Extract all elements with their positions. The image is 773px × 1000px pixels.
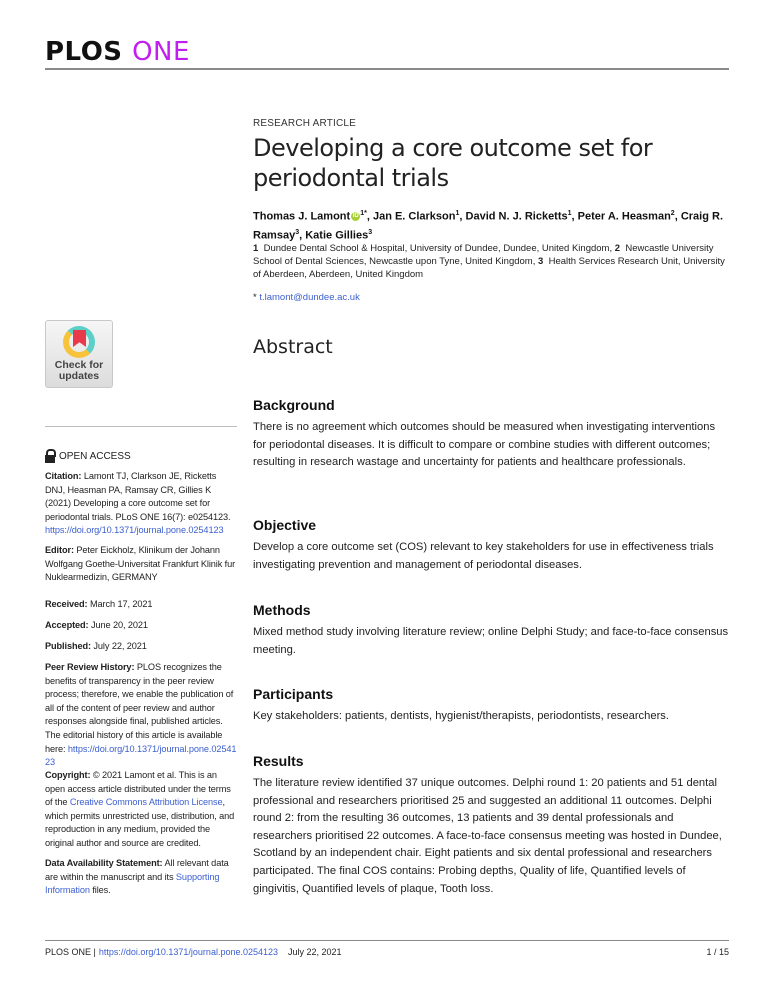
logo-plos: PLOS — [45, 37, 123, 67]
cfu-line-2: updates — [58, 370, 100, 382]
peer-review-link[interactable]: https://doi.org/10.1371/journal.pone.0254123 — [45, 743, 237, 768]
author-name[interactable]: Katie Gillies — [305, 229, 369, 242]
email-link[interactable]: t.lamont@dundee.ac.uk — [259, 292, 360, 303]
copyright-block — [45, 769, 237, 851]
orcid-icon[interactable]: iD — [352, 213, 359, 220]
sidebar-divider — [45, 426, 237, 427]
section-text: The literature review identified 37 unique outcomes. Delphi round 1: 20 patients and 51 dental professional and researchers prioritised 25 and suggested an additional 11 outcomes. Delphi round 2: from the resulting 36 outcomes, 13 patients and 39 dental professionals and researchers prioritised 22 outcomes. A face-to-face consensus meeting was hosted in Dundee, Scotland by an independent chair. Eight patients and six dental professional and researchers participated. The final COS contains: Probing depths, Quality of life, Quantified levels of gingivitis, Quantified levels of plaque, Tooth loss. — [253, 777, 722, 895]
editor-block — [45, 544, 237, 585]
author-name[interactable]: Craig R. Ramsay — [253, 210, 724, 242]
footer-date: July 22, 2021 — [288, 947, 342, 957]
data-availability-label: Data Availability Statement: — [45, 858, 163, 868]
section-heading: Results — [253, 753, 304, 769]
affiliations — [253, 242, 731, 281]
abstract-results — [253, 753, 731, 898]
footer-doi-link[interactable]: https://doi.org/10.1371/journal.pone.0254123 — [98, 947, 279, 957]
abstract-background — [253, 397, 731, 472]
copyright-label: Copyright: — [45, 770, 91, 780]
citation-label: Citation: — [45, 471, 82, 481]
published-block — [45, 640, 237, 654]
section-heading: Methods — [253, 602, 311, 618]
author-affil-sup: 1 — [360, 210, 365, 217]
affiliation-number: 2 — [614, 243, 621, 254]
journal-logo[interactable] — [45, 37, 190, 67]
accepted-date: June 20, 2021 — [90, 620, 148, 630]
article-type: RESEARCH ARTICLE — [253, 118, 357, 129]
section-text: Develop a core outcome set (COS) relevant to key stakeholders for use in effectiveness trials investigating prevention and management of periodontal diseases. — [253, 541, 714, 571]
abstract-objective — [253, 517, 731, 574]
section-heading: Background — [253, 397, 335, 413]
published-label: Published: — [45, 641, 91, 651]
data-availability-text-cont: files. — [92, 885, 111, 896]
page-number: 1 / 15 — [706, 947, 729, 957]
affiliation-text: Health Services Research Unit, University of Aberdeen, Aberdeen, United Kingdom — [253, 256, 725, 280]
abstract-methods — [253, 602, 731, 659]
supporting-info-link[interactable]: Supporting Information — [45, 871, 220, 896]
received-label: Received: — [45, 599, 88, 609]
logo-one: ONE — [132, 37, 190, 67]
open-lock-icon — [45, 449, 55, 463]
citation-doi-link[interactable]: https://doi.org/10.1371/journal.pone.0254123 — [45, 525, 224, 536]
author-name[interactable]: Jan E. Clarkson — [372, 210, 456, 223]
data-availability-block — [45, 857, 237, 898]
corresponding-marker: * — [364, 210, 367, 217]
peer-review-text: PLOS recognizes the benefits of transparency in the peer review process; therefore, we enable the publication of all of the content of peer review and author responses alongside final, published articles. The editorial history of this article is available here: — [45, 662, 234, 754]
peer-review-label: Peer Review History: — [45, 662, 135, 672]
published-date: July 22, 2021 — [93, 641, 147, 651]
editor-label: Editor: — [45, 545, 74, 555]
section-text: Mixed method study involving literature review; online Delphi Study; and face-to-face consensus meeting. — [253, 626, 729, 656]
accepted-block — [45, 619, 237, 633]
editor-text: Peter Eickholz, Klinikum der Johann Wolfgang Goethe-Universitat Frankfurt Klinik fur Nuklearmedizin, GERMANY — [45, 545, 236, 583]
email-asterisk: * — [253, 292, 257, 303]
accepted-label: Accepted: — [45, 620, 89, 630]
check-for-updates-button[interactable] — [45, 320, 113, 388]
author-name[interactable]: David N. J. Ricketts — [465, 210, 568, 223]
author-name[interactable]: Thomas J. Lamont — [253, 210, 351, 223]
check-for-updates-label — [46, 360, 112, 382]
copyright-text: © 2021 Lamont et al. This is an open access article distributed under the terms of the — [45, 770, 231, 808]
section-heading: Objective — [253, 517, 317, 533]
author-name[interactable]: Peter A. Heasman — [577, 210, 671, 223]
cc-license-link[interactable]: Creative Commons Attribution License — [69, 797, 223, 808]
cfu-line-1: Check for — [54, 359, 104, 371]
affiliation-number: 3 — [538, 256, 544, 267]
corresponding-email — [253, 292, 731, 303]
author-affil-sup: 1 — [455, 210, 460, 217]
affiliation-text: Newcastle University School of Dental Sciences, Newcastle upon Tyne, United Kingdom, — [253, 243, 714, 267]
copyright-text-cont: , which permits unrestricted use, distribution, and reproduction in any medium, provided the original author and source are credited. — [45, 797, 235, 848]
author-affil-sup: 2 — [670, 210, 675, 217]
section-heading: Participants — [253, 686, 334, 702]
article-title — [253, 133, 731, 193]
section-text: There is no agreement which outcomes should be measured when investigating interventions for periodontal diseases. It is difficult to compare or combine studies with different outcomes; resulting in research wastage and uncertainty for patients and healthcare professionals. — [253, 421, 716, 469]
author-list: Thomas J. Lamont iD $^{1*}$, Jan E. Clarkson$^1$, David N. J. Ricketts$^1$, Peter A. Heasman$^2$, Craig R. Ramsay$^3$, Katie Gillies$^3$ — [253, 210, 724, 242]
title-line-2: periodontal trials — [253, 164, 449, 192]
received-block — [45, 598, 237, 612]
affiliation-number: 1 — [253, 243, 259, 254]
footer-divider — [45, 940, 729, 941]
author-affil-sup: 1 — [567, 210, 572, 217]
title-line-1: Developing a core outcome set for — [253, 134, 653, 162]
received-date: March 17, 2021 — [89, 599, 153, 609]
header-divider — [45, 68, 729, 70]
open-access-label: OPEN ACCESS — [59, 450, 131, 462]
citation-block — [45, 470, 237, 538]
author-affil-sup: 3 — [295, 228, 300, 236]
open-access-badge — [45, 449, 131, 463]
citation-text: Lamont TJ, Clarkson JE, Ricketts DNJ, Heasman PA, Ramsay CR, Gillies K (2021) Developing a core outcome set for periodontal trials. PLoS ONE 16(7): e0254123. — [45, 471, 231, 522]
affiliation-text: Dundee Dental School & Hospital, University of Dundee, Dundee, United Kingdom, — [263, 243, 613, 254]
abstract-heading: Abstract — [253, 336, 333, 358]
abstract-participants — [253, 686, 731, 726]
section-text: Key stakeholders: patients, dentists, hygienist/therapists, periodontists, researchers. — [253, 710, 670, 722]
footer-journal: PLOS ONE | — [45, 947, 96, 957]
page-footer — [45, 947, 729, 957]
data-availability-text: All relevant data are within the manuscript and its — [45, 858, 229, 882]
author-affil-sup: 3 — [368, 228, 373, 236]
peer-review-block — [45, 661, 237, 770]
